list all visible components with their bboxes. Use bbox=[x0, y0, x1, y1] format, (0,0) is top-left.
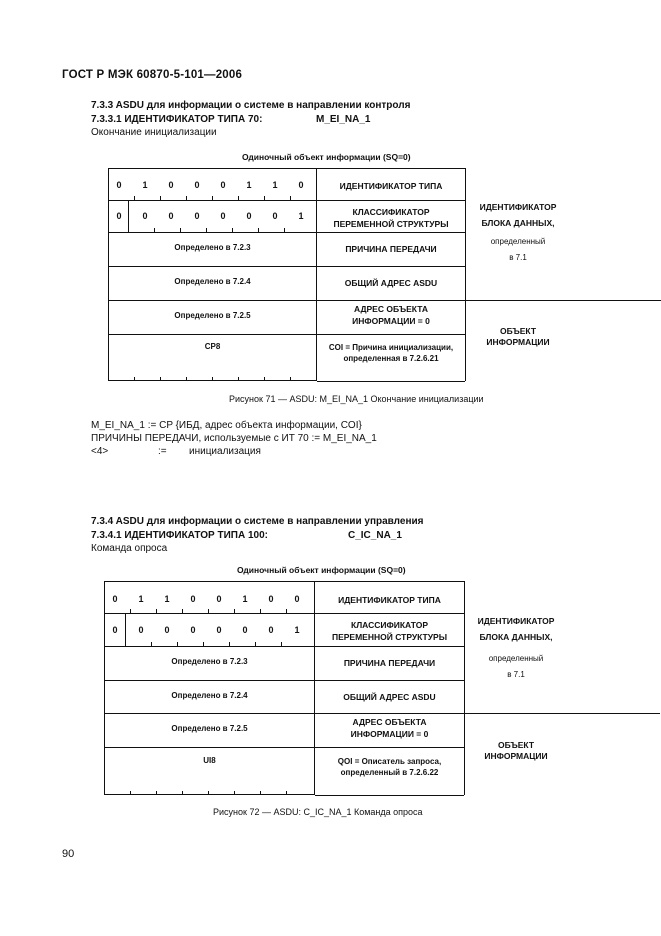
bit-tick bbox=[130, 791, 131, 795]
bit: 0 bbox=[294, 594, 300, 604]
bit: 0 bbox=[168, 180, 174, 190]
cell-reference: Определено в 7.2.3 bbox=[171, 657, 248, 666]
divider bbox=[315, 795, 464, 796]
cot-assign: := bbox=[158, 446, 167, 457]
group-label: ОБЪЕКТ bbox=[499, 326, 537, 336]
bit-tick bbox=[238, 196, 239, 200]
divider bbox=[317, 381, 465, 382]
cell-reference: Определено в 7.2.4 bbox=[171, 691, 248, 700]
bit-tick bbox=[177, 642, 178, 646]
bit: 1 bbox=[246, 180, 252, 190]
bit: 0 bbox=[220, 211, 226, 221]
standard-header: ГОСТ Р МЭК 60870-5-101—2006 bbox=[62, 69, 243, 81]
bit-tick bbox=[160, 377, 161, 381]
cell-reference: Определено в 7.2.3 bbox=[174, 243, 251, 252]
field-label: ПЕРЕМЕННОЙ СТРУКТУРЫ bbox=[333, 219, 449, 229]
bit: 0 bbox=[116, 180, 122, 190]
cot-code: <4> bbox=[91, 446, 109, 457]
type-id-heading: 7.3.3.1 ИДЕНТИФИКАТОР ТИПА 70: bbox=[91, 114, 263, 125]
field-label: ИДЕНТИФИКАТОР ТИПА bbox=[339, 181, 443, 191]
divider bbox=[317, 168, 465, 169]
cell-reference: Определено в 7.2.5 bbox=[171, 724, 248, 733]
field-label: ИДЕНТИФИКАТОР ТИПА bbox=[338, 595, 441, 605]
figure-caption: Рисунок 71 — ASDU: M_EI_NA_1 Окончание инициализации bbox=[229, 394, 484, 404]
bit-divider bbox=[125, 613, 126, 646]
bit: 0 bbox=[246, 211, 252, 221]
bit: 0 bbox=[190, 594, 196, 604]
type-id-heading: 7.3.4.1 ИДЕНТИФИКАТОР ТИПА 100: bbox=[91, 530, 268, 541]
field-label: COI = Причина инициализации, bbox=[328, 343, 454, 352]
bit-tick bbox=[232, 228, 233, 232]
bit-divider bbox=[128, 200, 129, 232]
bit: 0 bbox=[216, 594, 222, 604]
group-label: в 7.1 bbox=[509, 253, 527, 262]
divider bbox=[108, 266, 465, 267]
divider bbox=[104, 747, 464, 748]
field-label: КЛАССИФИКАТОР bbox=[351, 620, 428, 630]
bit-tick bbox=[212, 377, 213, 381]
section-heading: 7.3.3 ASDU для информации о системе в направлении контроля bbox=[91, 100, 411, 111]
bit-tick bbox=[151, 642, 152, 646]
bit-tick bbox=[160, 196, 161, 200]
bit: 0 bbox=[194, 180, 200, 190]
bit-tick bbox=[180, 228, 181, 232]
divider bbox=[108, 300, 661, 301]
group-label: ИНФОРМАЦИИ bbox=[486, 337, 550, 347]
field-label: определенный в 7.2.6.22 bbox=[340, 768, 439, 777]
group-label: БЛОКА ДАННЫХ, bbox=[479, 632, 553, 642]
bit: 0 bbox=[142, 211, 148, 221]
bit-tick bbox=[134, 196, 135, 200]
bit: 0 bbox=[272, 211, 278, 221]
bit: 0 bbox=[194, 211, 200, 221]
bit-tick bbox=[260, 609, 261, 613]
diagram-title: Одиночный объект информации (SQ=0) bbox=[242, 152, 411, 162]
divider bbox=[104, 680, 464, 681]
bit-tick bbox=[286, 791, 287, 795]
group-label: определенный bbox=[488, 654, 544, 663]
divider bbox=[465, 168, 466, 381]
bit: 0 bbox=[112, 625, 118, 635]
bit-tick bbox=[130, 609, 131, 613]
group-label: ИНФОРМАЦИИ bbox=[484, 751, 548, 761]
bit: 1 bbox=[272, 180, 278, 190]
formula: ПРИЧИНЫ ПЕРЕДАЧИ, используемые с ИТ 70 := M_EI_NA_1 bbox=[91, 433, 377, 444]
bit: 0 bbox=[138, 625, 144, 635]
bit: 0 bbox=[112, 594, 118, 604]
type-description: Команда опроса bbox=[91, 543, 168, 554]
bit-tick bbox=[186, 196, 187, 200]
group-label: ИДЕНТИФИКАТОР bbox=[477, 616, 555, 626]
figure-caption: Рисунок 72 — ASDU: C_IC_NA_1 Команда опроса bbox=[213, 807, 423, 817]
cell-reference: Определено в 7.2.5 bbox=[174, 311, 251, 320]
bit-tick bbox=[234, 791, 235, 795]
bit-tick bbox=[286, 609, 287, 613]
bit: 1 bbox=[294, 625, 300, 635]
field-label: ПРИЧИНА ПЕРЕДАЧИ bbox=[343, 658, 436, 668]
field-label: ИНФОРМАЦИИ = 0 bbox=[350, 729, 429, 739]
field-label: ПРИЧИНА ПЕРЕДАЧИ bbox=[345, 244, 437, 254]
bit-tick bbox=[238, 377, 239, 381]
bit-tick bbox=[212, 196, 213, 200]
diagram-title: Одиночный объект информации (SQ=0) bbox=[237, 565, 406, 575]
bit-tick bbox=[156, 609, 157, 613]
field-label: ОБЩИЙ АДРЕС ASDU bbox=[343, 692, 436, 702]
divider bbox=[104, 646, 464, 647]
field-label: АДРЕС ОБЪЕКТА bbox=[352, 717, 427, 727]
bit-tick bbox=[186, 377, 187, 381]
bit-tick bbox=[255, 642, 256, 646]
section-heading: 7.3.4 ASDU для информации о системе в направлении управления bbox=[91, 516, 424, 527]
bit: 0 bbox=[164, 625, 170, 635]
divider bbox=[315, 581, 464, 582]
divider bbox=[104, 613, 464, 614]
bit: 1 bbox=[142, 180, 148, 190]
type-description: Окончание инициализации bbox=[91, 127, 217, 138]
bit-tick bbox=[182, 609, 183, 613]
cot-value: инициализация bbox=[189, 446, 261, 457]
bit-tick bbox=[203, 642, 204, 646]
group-label: БЛОКА ДАННЫХ, bbox=[481, 218, 555, 228]
divider bbox=[464, 581, 465, 795]
field-label: QOI = Описатель запроса, bbox=[337, 757, 442, 766]
bit: 1 bbox=[138, 594, 144, 604]
divider bbox=[108, 334, 465, 335]
field-label: АДРЕС ОБЪЕКТА bbox=[353, 304, 428, 314]
bit-tick bbox=[154, 228, 155, 232]
bit: 0 bbox=[268, 594, 274, 604]
bit: 0 bbox=[190, 625, 196, 635]
bit-tick bbox=[281, 642, 282, 646]
field-label: ПЕРЕМЕННОЙ СТРУКТУРЫ bbox=[331, 632, 448, 642]
group-label: ИДЕНТИФИКАТОР bbox=[479, 202, 557, 212]
group-label: в 7.1 bbox=[507, 670, 525, 679]
group-label: определенный bbox=[490, 237, 546, 246]
bit: 0 bbox=[168, 211, 174, 221]
bit: 1 bbox=[298, 211, 304, 221]
bit: 0 bbox=[216, 625, 222, 635]
cell-type: UI8 bbox=[203, 756, 216, 765]
field-label: КЛАССИФИКАТОР bbox=[352, 207, 430, 217]
bit-tick bbox=[134, 377, 135, 381]
bit: 0 bbox=[116, 211, 122, 221]
page-number: 90 bbox=[62, 848, 75, 860]
type-code: M_EI_NA_1 bbox=[316, 114, 371, 125]
bit-tick bbox=[264, 377, 265, 381]
cell-reference: Определено в 7.2.4 bbox=[174, 277, 251, 286]
type-code: C_IC_NA_1 bbox=[348, 530, 402, 541]
divider bbox=[108, 232, 465, 233]
bit-tick bbox=[229, 642, 230, 646]
bit-tick bbox=[234, 609, 235, 613]
formula: M_EI_NA_1 := CP {ИБД, адрес объекта информации, COI} bbox=[91, 420, 362, 431]
group-label: ОБЪЕКТ bbox=[497, 740, 535, 750]
divider bbox=[104, 713, 660, 714]
bit: 0 bbox=[242, 625, 248, 635]
field-label: ОБЩИЙ АДРЕС ASDU bbox=[344, 278, 438, 288]
bit: 0 bbox=[220, 180, 226, 190]
field-label: определенная в 7.2.6.21 bbox=[343, 354, 439, 363]
bit-tick bbox=[290, 196, 291, 200]
bit-tick bbox=[182, 791, 183, 795]
bit-tick bbox=[208, 791, 209, 795]
bit-tick bbox=[264, 196, 265, 200]
field-label: ИНФОРМАЦИИ = 0 bbox=[352, 316, 430, 326]
divider bbox=[108, 200, 465, 201]
cell-type: CP8 bbox=[204, 342, 221, 351]
bit-tick bbox=[258, 228, 259, 232]
bit-tick bbox=[206, 228, 207, 232]
bit-tick bbox=[156, 791, 157, 795]
bit-tick bbox=[260, 791, 261, 795]
bit: 0 bbox=[268, 625, 274, 635]
bit-tick bbox=[208, 609, 209, 613]
bit-tick bbox=[284, 228, 285, 232]
bit-tick bbox=[290, 377, 291, 381]
bit: 1 bbox=[164, 594, 170, 604]
bit: 0 bbox=[298, 180, 304, 190]
bit: 1 bbox=[242, 594, 248, 604]
